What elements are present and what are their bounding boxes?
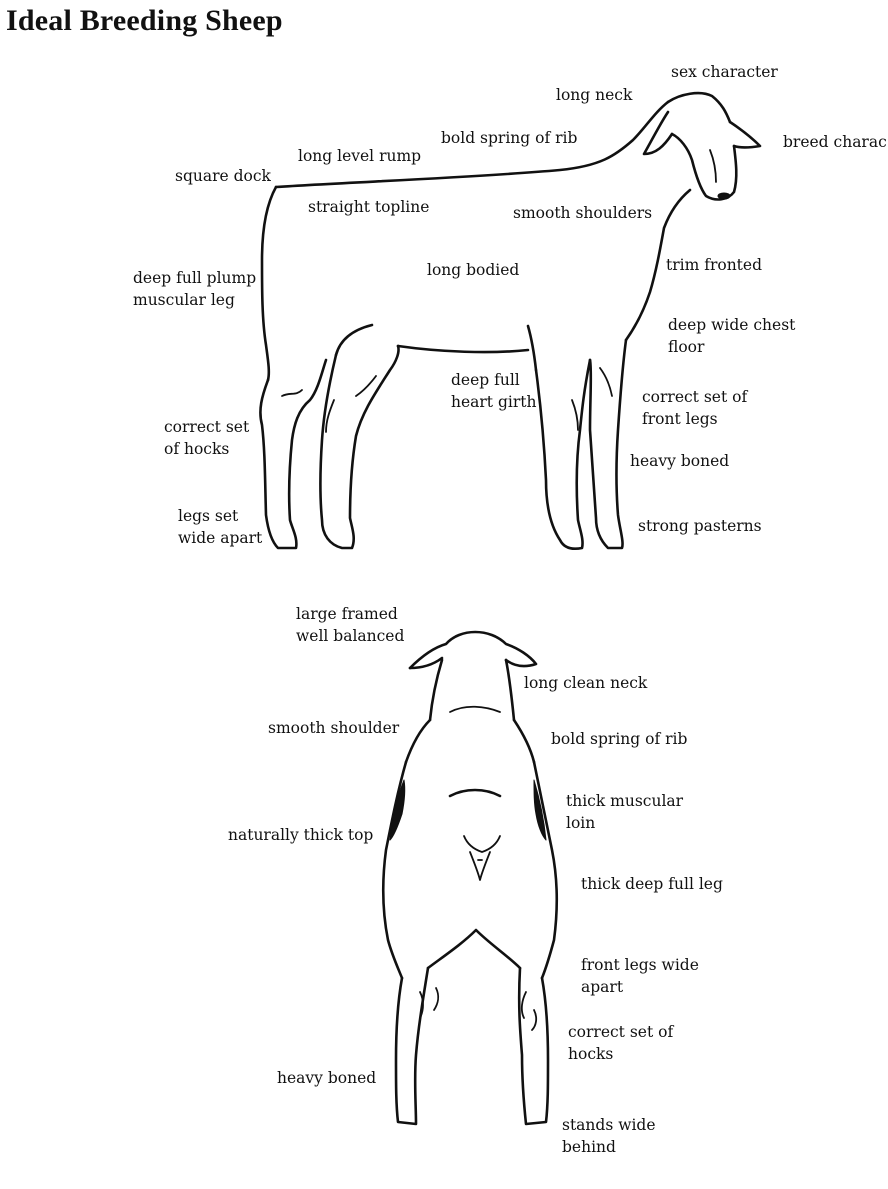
label-straight-topline: straight topline bbox=[308, 198, 430, 216]
label-long-clean-neck: long clean neck bbox=[524, 674, 648, 692]
label-correct-set-front-legs: correct set of front legs bbox=[642, 388, 748, 428]
label-stands-wide-behind: stands wide behind bbox=[562, 1116, 656, 1156]
label-heavy-boned: heavy boned bbox=[630, 452, 730, 470]
label-long-bodied: long bodied bbox=[427, 261, 520, 279]
rear-view-sheep bbox=[383, 632, 557, 1124]
label-deep-full-plump: deep full plump muscular leg bbox=[133, 269, 257, 309]
label-large-framed: large framed well balanced bbox=[296, 605, 405, 645]
label-naturally-thick-top: naturally thick top bbox=[228, 826, 374, 844]
label-long-level-rump: long level rump bbox=[298, 147, 422, 165]
label-correct-set-of-hocks-rear: correct set of hocks bbox=[568, 1023, 674, 1063]
label-legs-set-wide-apart: legs set wide apart bbox=[178, 507, 263, 547]
label-breed-character: breed charac bbox=[783, 133, 887, 151]
label-correct-set-of-hocks: correct set of hocks bbox=[164, 418, 250, 458]
label-bold-spring-of-rib: bold spring of rib bbox=[441, 129, 578, 147]
label-sex-character: sex character bbox=[671, 63, 778, 81]
label-bold-spring-of-rib-rear: bold spring of rib bbox=[551, 730, 688, 748]
label-deep-full-heart-girth: deep full heart girth bbox=[451, 371, 537, 411]
label-thick-deep-full-leg: thick deep full leg bbox=[581, 875, 723, 893]
label-trim-fronted: trim fronted bbox=[666, 256, 763, 274]
label-thick-muscular-loin: thick muscular loin bbox=[566, 792, 684, 832]
label-strong-pasterns: strong pasterns bbox=[638, 517, 762, 535]
label-front-legs-wide-apart: front legs wide apart bbox=[581, 956, 699, 996]
label-smooth-shoulders: smooth shoulders bbox=[513, 204, 653, 222]
label-heavy-boned-rear: heavy boned bbox=[277, 1069, 377, 1087]
label-square-dock: square dock bbox=[175, 167, 271, 185]
label-long-neck: long neck bbox=[556, 86, 633, 104]
label-smooth-shoulder: smooth shoulder bbox=[268, 719, 400, 737]
page-title: Ideal Breeding Sheep bbox=[6, 4, 283, 37]
label-deep-wide-chest: deep wide chest floor bbox=[668, 316, 796, 356]
